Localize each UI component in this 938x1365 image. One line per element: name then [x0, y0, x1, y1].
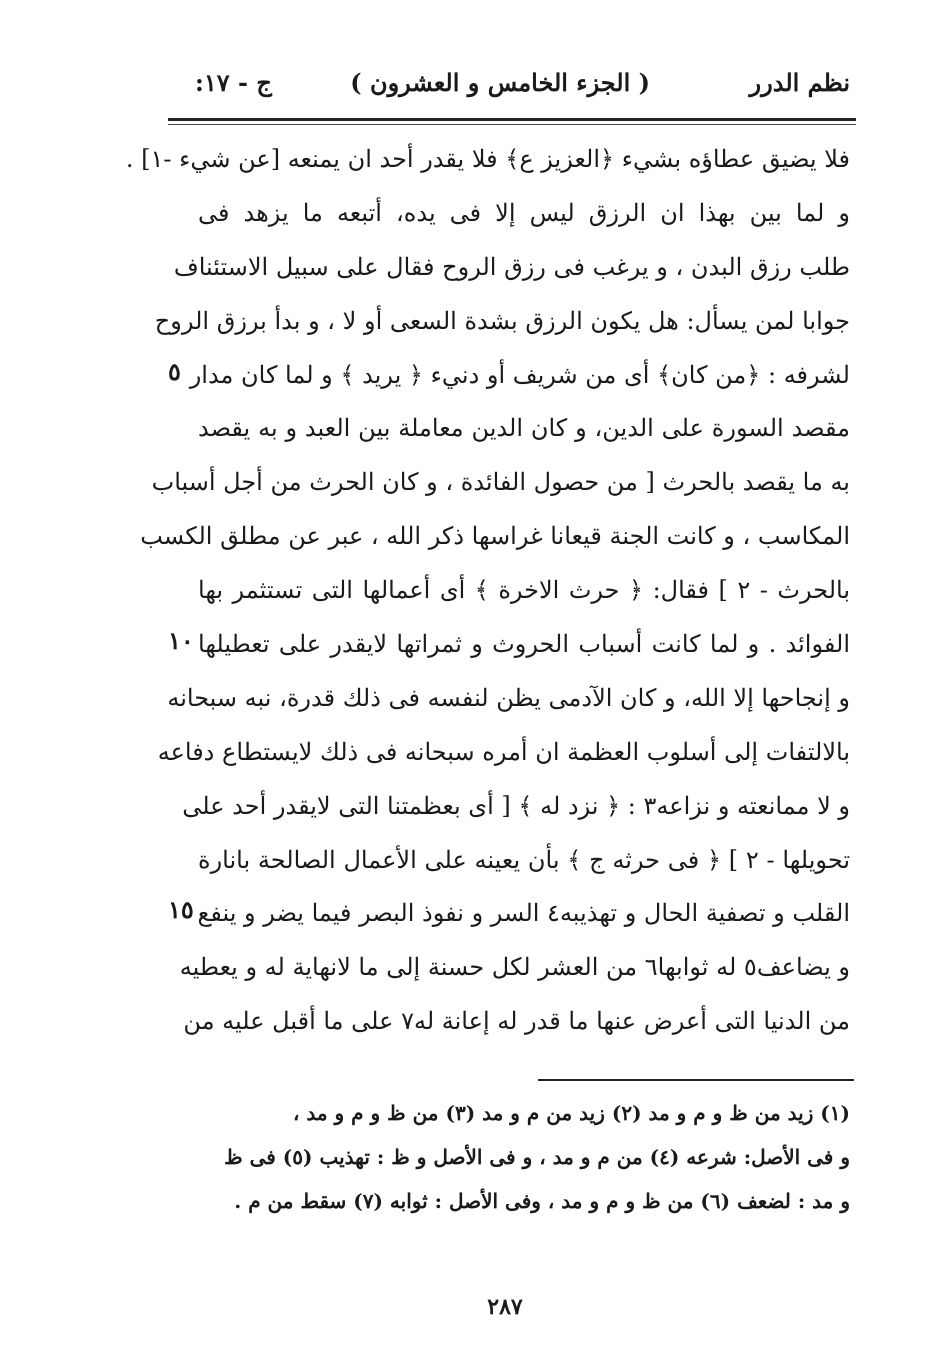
line-text: و إنجاحها إلا الله، و كان الآدمى يظن لنفسه فى ذلك قدرة، نبه سبحانه: [167, 683, 850, 712]
book-title: نظم الدرر: [749, 68, 850, 97]
line-text: به ما يقصد بالحرث [ من حصول الفائدة ، و كان الحرث من أجل أسباب: [151, 468, 850, 497]
line-text: من الدنيا التى أعرض عنها ما قدر له إعانة له٧ على ما أقبل عليه من: [183, 1007, 850, 1036]
footnotes: [160, 1098, 850, 1230]
line-text: طلب رزق البدن ، و يرغب فى رزق الروح فقال على سبيل الاستئناف: [173, 252, 850, 281]
footnote-line: (١) زيد من ظ و م و مد (٢) زيد من م و مد (٣) من ظ و م و مد ،: [292, 1101, 850, 1125]
text-line: [0, 726, 938, 780]
line-text: القلب و تصفية الحال و تهذيبه٤ السر و نفوذ البصر فيما يضر و ينفع: [197, 899, 850, 928]
running-header: [185, 62, 850, 112]
line-number: ١٠: [168, 626, 194, 656]
line-number: ٥: [168, 356, 181, 386]
text-line: [0, 510, 938, 564]
text-line: [0, 241, 938, 295]
line-text: فلا يضيق عطاؤه بشيء ﴿العزيز ع﴾ فلا يقدر أحد ان يمنعه [عن شيء -١] .: [125, 145, 850, 173]
part-title: ( الجزء الخامس و العشرون ): [350, 68, 650, 97]
text-line: [0, 941, 938, 995]
volume-reference: ج - ١٧:: [195, 68, 272, 97]
text-line: [0, 456, 938, 510]
text-line: [0, 564, 938, 618]
header-rule-thin: [168, 124, 856, 125]
text-line: [0, 995, 938, 1049]
line-text: مقصد السورة على الدين، و كان الدين معاملة بين العبد و به يقصد: [198, 414, 850, 443]
text-line: [0, 780, 938, 834]
text-line: [0, 402, 938, 456]
text-line: [0, 618, 938, 672]
line-text: جوابا لمن يسأل: هل يكون الرزق بشدة السعى أو لا ، و بدأ برزق الروح: [154, 306, 850, 335]
main-text: [0, 133, 938, 1049]
line-text: و لما بين بهذا ان الرزق ليس إلا فى يده، أتبعه ما يزهد فى: [198, 198, 850, 227]
page-number: ٢٨٧: [487, 1294, 523, 1320]
line-number: ١٥: [168, 895, 194, 925]
line-text: و يضاعف٥ له ثوابها٦ من العشر لكل حسنة إلى ما لانهاية له و يعطيه: [179, 953, 850, 982]
line-text: لشرفه : ﴿من كان﴾ أى من شريف أو دنيء ﴿ يريد ﴾ و لما كان مدار: [189, 360, 850, 389]
text-line: [0, 887, 938, 941]
footnote-separator: [538, 1079, 854, 1081]
footnote-line: و فى الأصل: شرعه (٤) من م و مد ، و فى الأصل و ظ : تهذيب (٥) فى ظ: [224, 1145, 850, 1169]
text-line: [0, 349, 938, 403]
line-text: المكاسب ، و كانت الجنة قيعانا غراسها ذكر الله ، عبر عن مطلق الكسب: [140, 522, 850, 551]
text-line: [0, 672, 938, 726]
text-line: [0, 834, 938, 888]
text-line: [0, 187, 938, 241]
line-text: بالحرث - ٢ ] فقال: ﴿ حرث الاخرة ﴾ أى أعمالها التى تستثمر بها: [198, 576, 851, 605]
text-line: [0, 295, 938, 349]
line-text: بالالتفات إلى أسلوب العظمة ان أمره سبحانه فى ذلك لايستطاع دفاعه: [157, 737, 850, 766]
footnote-line: و مد : لضعف (٦) من ظ و م و مد ، وفى الأصل : ثوابه (٧) سقط من م .: [234, 1189, 850, 1213]
text-line: [0, 133, 938, 187]
header-rule-thick: [168, 118, 856, 121]
line-text: و لا ممانعته و نزاعه٣ : ﴿ نزد له ﴾ [ أى بعظمتنا التى لايقدر أحد على: [182, 791, 850, 820]
line-text: تحويلها - ٢ ] ﴿ فى حرثه ج ﴾ بأن يعينه على الأعمال الصالحة بانارة: [198, 845, 850, 874]
line-text: الفوائد . و لما كانت أسباب الحروث و ثمراتها لايقدر على تعطيلها: [198, 630, 850, 659]
